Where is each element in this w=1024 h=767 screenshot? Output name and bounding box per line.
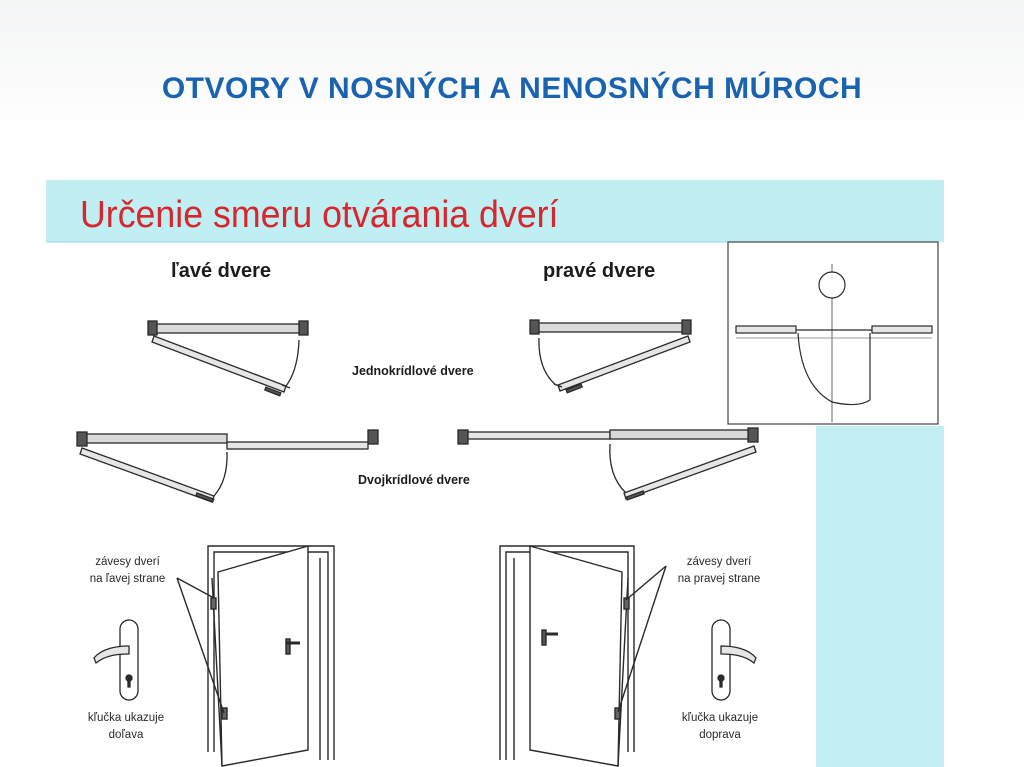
figure-banner-title: Určenie smeru otvárania dverí bbox=[80, 194, 559, 236]
left-handle-note bbox=[76, 710, 176, 744]
right-hinges-line1: závesy dverí bbox=[686, 556, 752, 568]
right-handle-line1: kľučka ukazuje bbox=[681, 712, 759, 724]
left-hinges-line2: na ľavej strane bbox=[89, 573, 166, 585]
right-handle-note bbox=[670, 710, 770, 744]
slide-title: OTVORY V NOSNÝCH A NENOSNÝCH MÚROCH bbox=[161, 72, 863, 105]
left-handle-line2: doľava bbox=[108, 729, 144, 741]
double-leaf-label: Dvojkrídlové dvere bbox=[358, 473, 470, 487]
left-handle-line1: kľučka ukazuje bbox=[87, 712, 165, 724]
left-hinges-line1: závesy dverí bbox=[95, 556, 160, 568]
left-door-heading: ľavé dvere bbox=[171, 260, 271, 282]
door-opening-figure bbox=[46, 180, 944, 767]
inset-plan bbox=[728, 242, 938, 424]
right-hinges-note bbox=[670, 554, 768, 588]
right-handle-line2: doprava bbox=[699, 729, 741, 741]
single-leaf-label: Jednokrídlové dvere bbox=[352, 364, 474, 378]
left-hinges-note bbox=[80, 554, 175, 588]
right-door-heading: pravé dvere bbox=[543, 260, 656, 282]
right-hinges-line2: na pravej strane bbox=[677, 573, 761, 585]
